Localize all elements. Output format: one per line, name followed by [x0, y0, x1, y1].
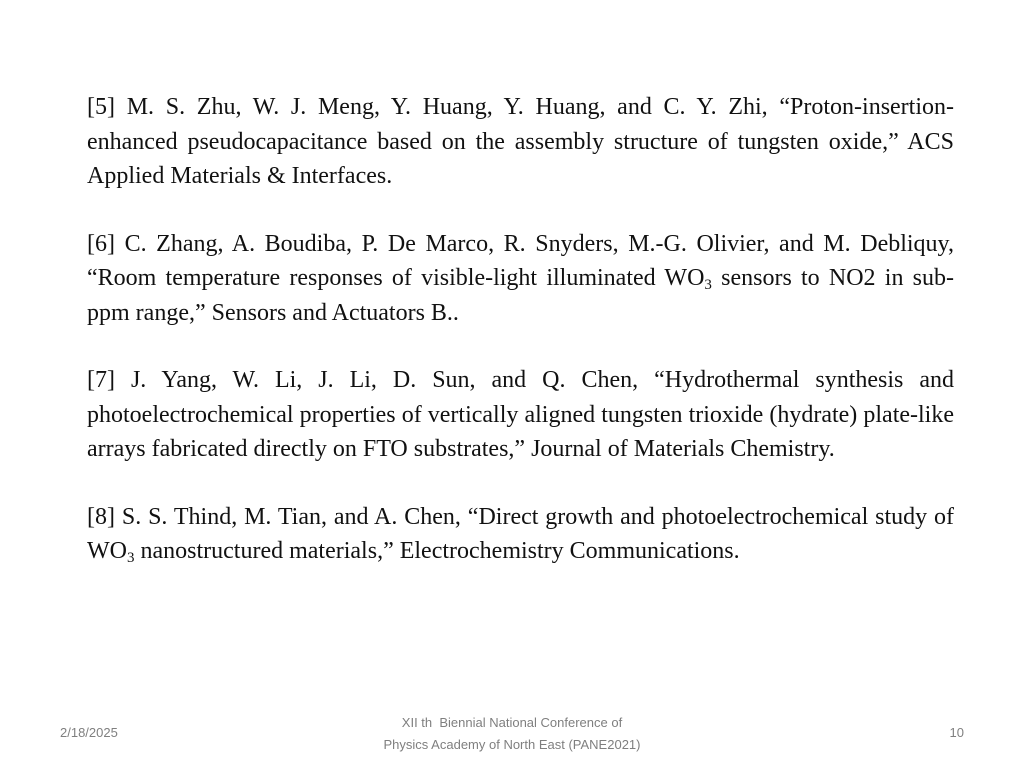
reference-text-part: nanostructured materials,” Electrochemistry Communications. [134, 538, 740, 564]
footer-conference-line1: XII th Biennial National Conference of [401, 715, 623, 730]
footer-conference [312, 712, 712, 756]
reference-text-part: C. Zhang, A. Boudiba, P. De Marco, R. Snyders, M.-G. Olivier, and M. Debliquy, “Room temperature responses of visible-light illuminated WO [87, 230, 954, 291]
reference-list [87, 90, 954, 602]
reference-number: [6] [87, 230, 115, 257]
footer-date: 2/18/2025 [60, 725, 118, 740]
reference-text: J. Yang, W. Li, J. Li, D. Sun, and Q. Chen, “Hydrothermal synthesis and photoelectrochemical properties of vertically aligned tungsten trioxide (hydrate) plate-like arrays fabricated directly on FTO substrates,” Journal of Materials Chemistry. [87, 367, 954, 462]
reference-text: M. S. Zhu, W. J. Meng, Y. Huang, Y. Huang, and C. Y. Zhi, “Proton-insertion-enhanced pseudocapacitance based on the assembly structure of tungsten oxide,” ACS Applied Materials & Interfaces. [87, 94, 954, 189]
reference-number: [7] [87, 367, 115, 393]
reference-number: [5] [87, 94, 115, 120]
reference-text-part: S. S. Thind, M. Tian, and A. Chen, “Direct growth and photoelectrochemical study of WO [87, 503, 954, 564]
subscript: 3 [704, 277, 712, 293]
subscript: 3 [126, 550, 135, 566]
reference-8 [87, 500, 954, 569]
reference-text-part: sensors to NO2 in sub-ppm range,” Sensors and Actuators B.. [87, 265, 954, 326]
reference-6 [87, 227, 954, 331]
reference-7 [87, 363, 954, 467]
footer-conference-line2: Physics Academy of North East (PANE2021) [383, 737, 641, 752]
footer-page-number: 10 [949, 725, 964, 740]
reference-number: [8] [87, 503, 115, 530]
reference-5 [87, 90, 954, 194]
